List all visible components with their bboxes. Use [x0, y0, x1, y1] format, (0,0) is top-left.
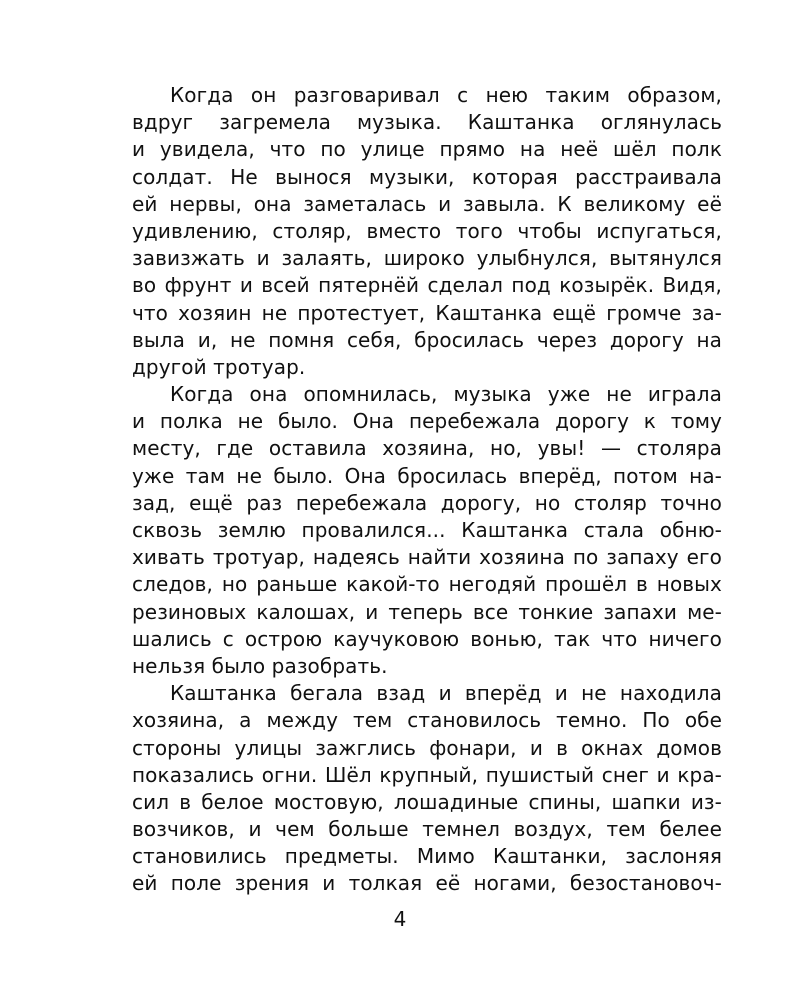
text-line: другой тротуар.: [132, 354, 306, 379]
text-line: показались огни. Шёл крупный, пушистый снег и кра-: [132, 762, 722, 787]
text-line: Каштанка бегала взад и вперёд и не находила: [170, 681, 722, 706]
text-line: Когда она опомнилась, музыка уже не играла: [170, 382, 722, 407]
text-line: что хозяин не протестует, Каштанка ещё громче за-: [132, 300, 722, 325]
text-line: сил в белое мостовую, лошадиные спины, шапки из-: [132, 789, 722, 814]
text-line: удивлению, столяр, вместо того чтобы испугаться,: [132, 218, 722, 243]
text-line: хивать тротуар, надеясь найти хозяина по запаху его: [132, 545, 722, 570]
text-line: ей нервы, она заметалась и завыла. К великому её: [132, 191, 722, 216]
text-line: уже там не было. Она бросилась вперёд, потом на-: [132, 463, 722, 488]
body-text: [132, 82, 722, 898]
text-line: следов, но раньше какой-то негодяй прошёл в новых: [132, 572, 722, 597]
text-line: выла и, не помня себя, бросилась через дорогу на: [132, 327, 722, 352]
text-line: зад, ещё раз перебежала дорогу, но столяр точно: [132, 490, 722, 515]
text-line: стороны улицы зажглись фонари, и в окнах домов: [132, 735, 722, 760]
text-line: сквозь землю провалился... Каштанка стала обню-: [132, 518, 722, 542]
text-line: шались с острою каучуковою вонью, так что ничего: [132, 626, 722, 651]
text-line: нельзя было разобрать.: [132, 653, 388, 678]
text-line: становились предметы. Мимо Каштанки, заслоняя: [132, 844, 722, 869]
text-line: солдат. Не вынося музыки, которая расстраивала: [132, 164, 722, 189]
text-line: завизжать и залаять, широко улыбнулся, вытянулся: [132, 246, 722, 271]
text-line: и полка не было. Она перебежала дорогу к тому: [132, 409, 722, 434]
text-line: возчиков, и чем больше темнел воздух, тем белее: [132, 817, 722, 842]
text-line: месту, где оставила хозяина, но, увы! — столяра: [132, 436, 722, 461]
text-line: вдруг загремела музыка. Каштанка оглянулась: [132, 110, 722, 135]
text-line: во фрунт и всей пятернёй сделал под козырёк. Видя,: [132, 273, 722, 298]
text-line: хозяина, а между тем становилось темно. По обе: [132, 708, 722, 733]
text-line: и увидела, что по улице прямо на неё шёл полк: [132, 137, 722, 162]
text-line: Когда он разговаривал с нею таким образом,: [170, 83, 722, 107]
text-line: ей поле зрения и толкая её ногами, безостановоч-: [132, 871, 722, 896]
text-line: резиновых калошах, и теперь все тонкие запахи ме-: [132, 599, 722, 624]
page-number: 4: [393, 907, 407, 931]
